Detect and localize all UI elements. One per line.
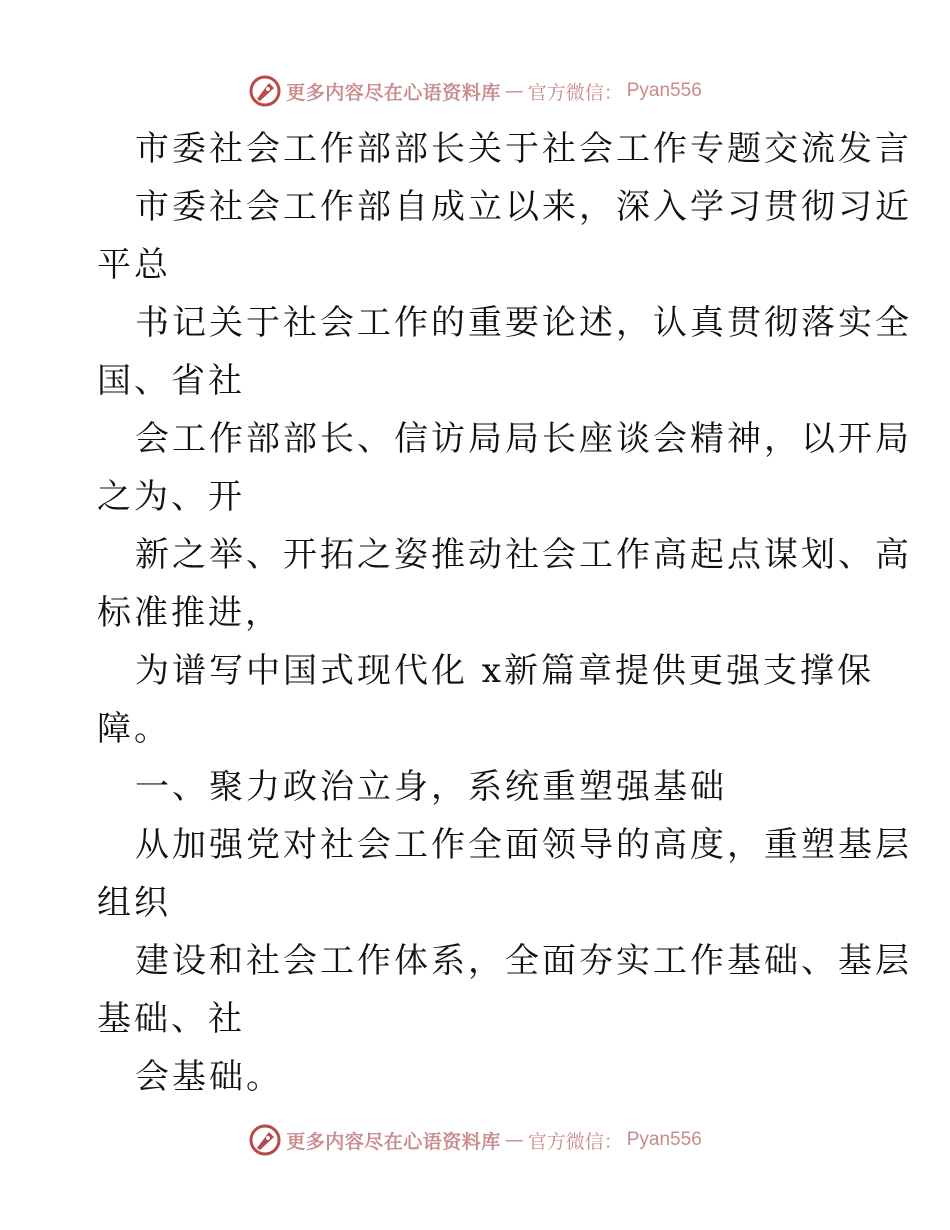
paragraph-line: 之为、开 bbox=[97, 477, 245, 517]
paragraph-line: 市委社会工作部自成立以来，深入学习贯彻习近 bbox=[135, 187, 912, 227]
paragraph-line: 基础、社 bbox=[97, 999, 245, 1039]
paragraph-line: 新之举、开拓之姿推动社会工作高起点谋划、高 bbox=[135, 535, 912, 575]
paragraph-line: 平总 bbox=[97, 245, 171, 285]
banner-wechat-id: Pyan556 bbox=[626, 1129, 702, 1150]
pen-nib-logo-icon bbox=[248, 74, 282, 108]
banner-wechat-id: Pyan556 bbox=[626, 80, 702, 101]
banner-separator: — bbox=[504, 1129, 524, 1151]
paragraph-line: 书记关于社会工作的重要论述，认真贯彻落实全 bbox=[135, 303, 912, 343]
paragraph-line: 组织 bbox=[97, 883, 171, 923]
document-body bbox=[97, 120, 912, 1106]
paragraph-line: 会工作部部长、信访局局长座谈会精神，以开局 bbox=[135, 419, 912, 459]
paragraph-line: 国、省社 bbox=[97, 361, 245, 401]
footer-watermark-banner bbox=[0, 1120, 950, 1160]
banner-wechat-label: 官方微信： bbox=[527, 81, 623, 104]
banner-text: 更多内容尽在心语资料库 bbox=[286, 1130, 501, 1153]
header-watermark-banner bbox=[0, 71, 950, 111]
section-heading: 一、聚力政治立身，系统重塑强基础 bbox=[135, 767, 727, 807]
paragraph-line: 为谱写中国式现代化 x新篇章提供更强支撑保 bbox=[135, 651, 874, 691]
pen-nib-logo-icon bbox=[248, 1123, 282, 1157]
banner-text: 更多内容尽在心语资料库 bbox=[286, 81, 501, 104]
paragraph-line: 从加强党对社会工作全面领导的高度，重塑基层 bbox=[135, 825, 912, 865]
paragraph-line: 标准推进， bbox=[97, 593, 282, 633]
paragraph-line: 建设和社会工作体系，全面夯实工作基础、基层 bbox=[135, 941, 912, 981]
banner-wechat-label: 官方微信： bbox=[527, 1130, 623, 1153]
paragraph-line: 障。 bbox=[97, 709, 171, 749]
document-title: 市委社会工作部部长关于社会工作专题交流发言 bbox=[135, 129, 912, 169]
banner-separator: — bbox=[504, 80, 524, 102]
paragraph-line: 会基础。 bbox=[135, 1057, 283, 1097]
